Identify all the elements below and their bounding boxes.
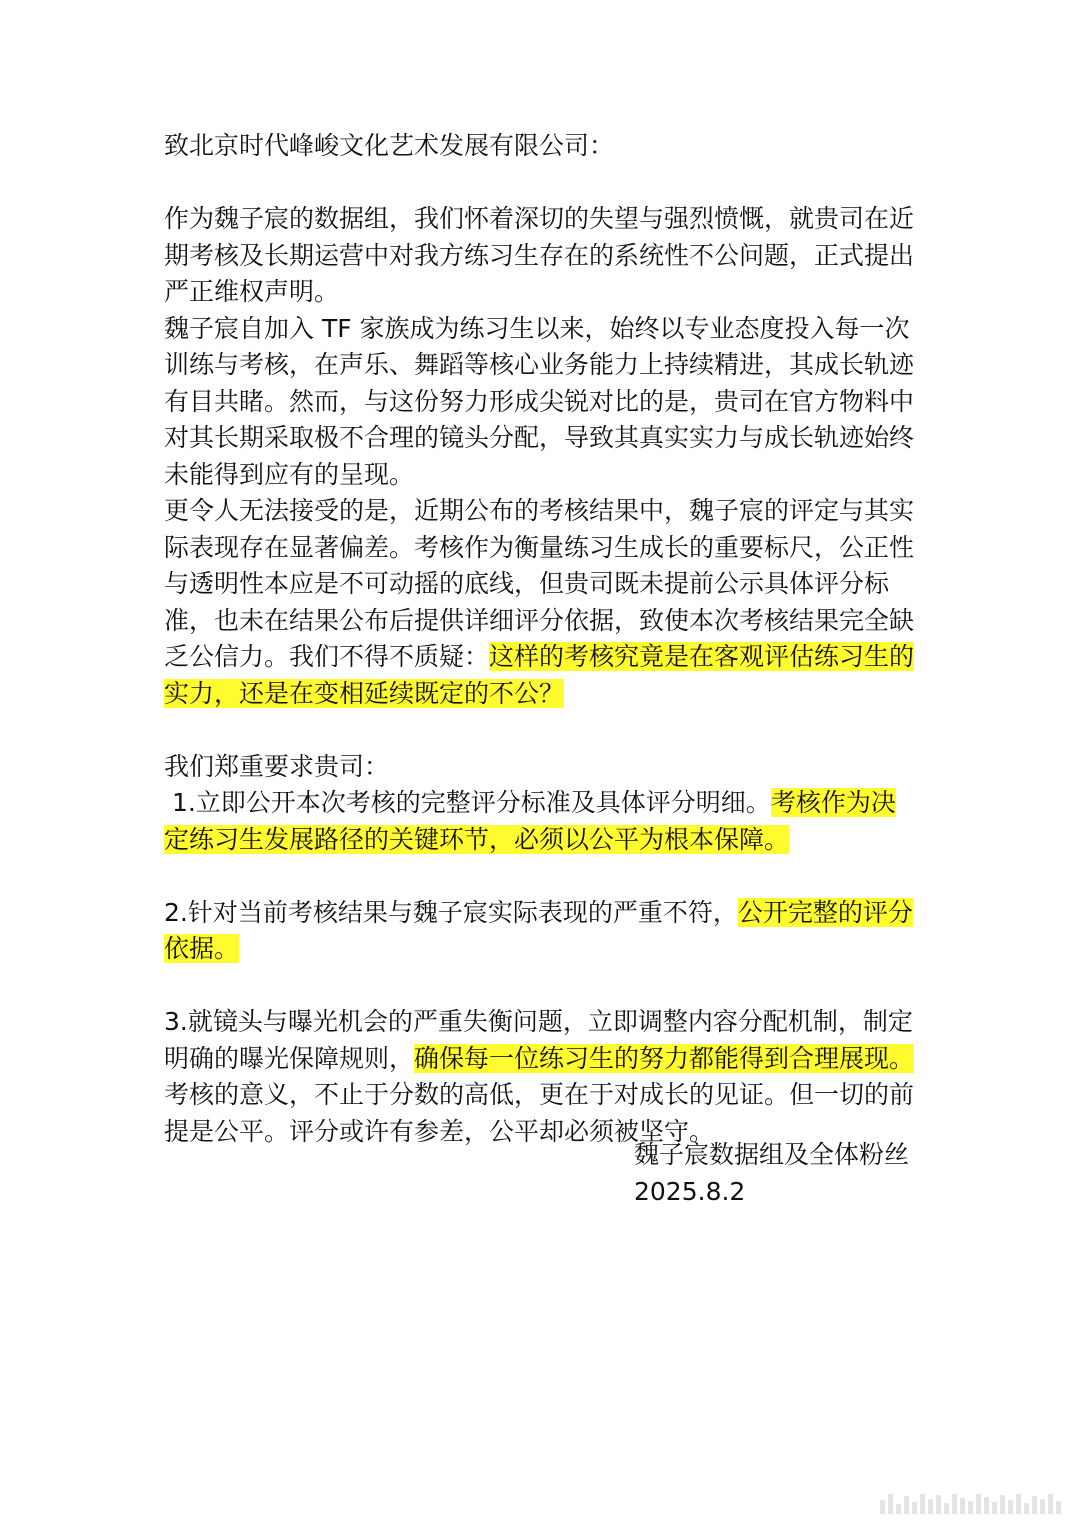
letter-body <box>164 128 920 1150</box>
demands-intro: 我们郑重要求贵司： <box>164 751 390 781</box>
demand-3-highlight: 确保每一位练习生的努力都能得到合理展现。 <box>414 1043 915 1073</box>
closing-paragraph: 考核的意义，不止于分数的高低，更在于对成长的见证。但一切的前提是公平。评分或许有参差，公平却必须被坚守。 <box>164 1080 915 1146</box>
demand-2-highlight: 公开完整的评分依据。 <box>164 897 913 963</box>
paragraph-gap <box>164 712 920 749</box>
paragraph-grievance <box>164 493 920 712</box>
paragraph-gap <box>164 858 920 895</box>
platform-watermark-icon <box>880 1492 1065 1514</box>
demand-3-text: 3.就镜头与曝光机会的严重失衡问题，立即调整内容分配机制，制定明确的曝光保障规则， <box>164 1007 913 1073</box>
demand-1 <box>164 785 920 858</box>
signature-block <box>634 1137 934 1210</box>
paragraph-statement: 作为魏子宸的数据组，我们怀着深切的失望与强烈愤慨，就贵司在近期考核及长期运营中对我方练习生存在的系统性不公问题，正式提出严正维权声明。 <box>164 204 915 306</box>
paragraph-background: 魏子宸自加入 TF 家族成为练习生以来，始终以专业态度投入每一次训练与考核，在声乐、舞蹈等核心业务能力上持续精进，其成长轨迹有目共睹。然而，与这份努力形成尖锐对比的是，贵司在官方物料中对其长期采取极不合理的镜头分配，导致其真实实力与成长轨迹始终未能得到应有的呈现。 <box>164 313 915 489</box>
signature-date: 2025.8.2 <box>634 1176 746 1206</box>
demand-3 <box>164 1004 920 1077</box>
demand-1-text: 1.立即公开本次考核的完整评分标准及具体评分明细。 <box>164 788 771 817</box>
grievance-text: 更令人无法接受的是，近期公布的考核结果中，魏子宸的评定与其实际表现存在显著偏差。考核作为衡量练习生成长的重要标尺，公正性与透明性本应是不可动摇的底线，但贵司既未提前公示具体评分标准，也未在结果公布后提供详细评分依据，致使本次考核结果完全缺乏公信力。我们不得不质疑： <box>164 496 915 671</box>
salutation: 致北京时代峰峻文化艺术发展有限公司： <box>164 131 615 160</box>
paragraph-gap <box>164 165 920 202</box>
demand-2-text: 2.针对当前考核结果与魏子宸实际表现的严重不符， <box>164 897 738 927</box>
paragraph-gap <box>164 968 920 1005</box>
signature-name: 魏子宸数据组及全体粉丝 <box>634 1140 910 1169</box>
demand-1-highlight: 考核作为决定练习生发展路径的关键环节，必须以公平为根本保障。 <box>164 788 896 854</box>
grievance-highlight: 这样的考核究竟是在客观评估练习生的实力，还是在变相延续既定的不公？ <box>164 642 915 708</box>
demand-2 <box>164 895 920 968</box>
